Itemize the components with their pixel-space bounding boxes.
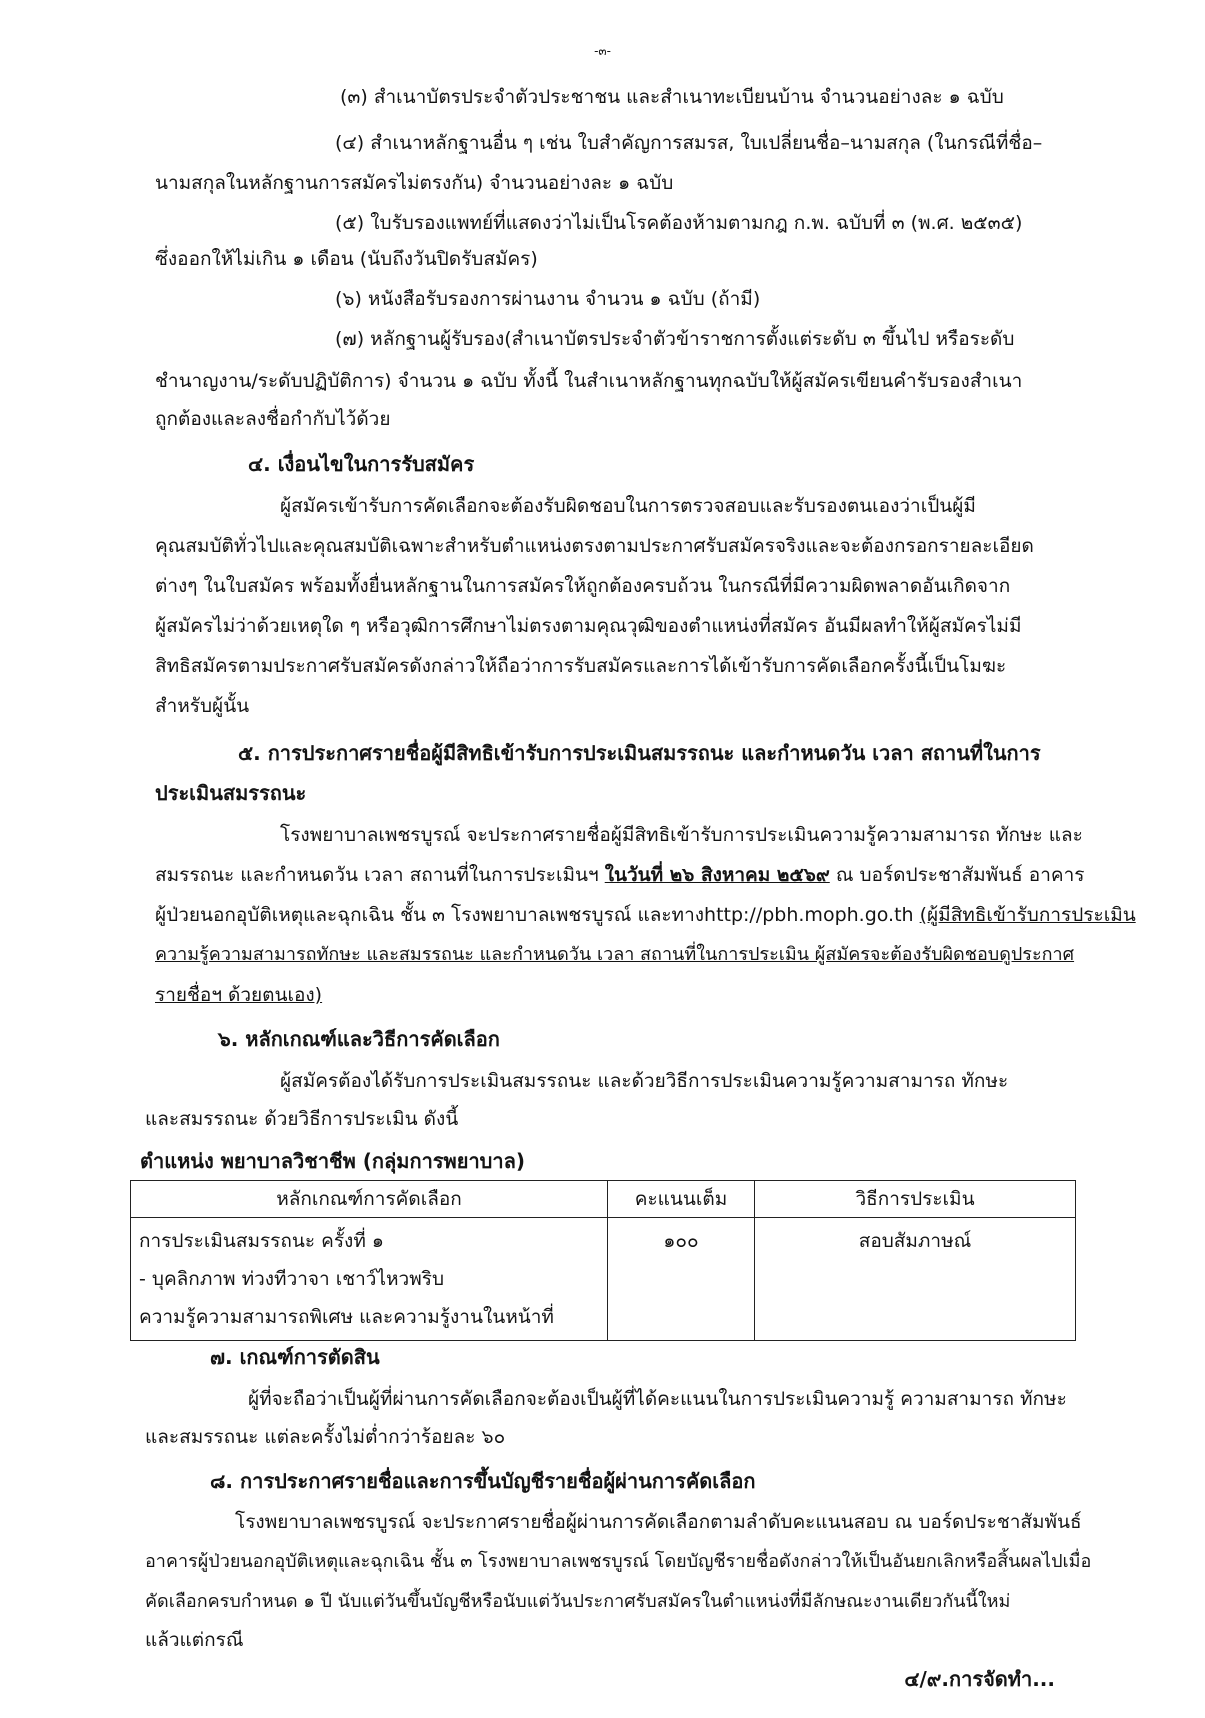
doc-item-5-line-2: ซึ่งออกให้ไม่เกิน ๑ เดือน (นับถึงวันปิดรับสมัคร) xyxy=(155,248,538,270)
section-4-line-1: ผู้สมัครเข้ารับการคัดเลือกจะต้องรับผิดชอบในการตรวจสอบและรับรองตนเองว่าเป็นผู้มี xyxy=(280,495,976,517)
doc-item-6: (๖) หนังสือรับรองการผ่านงาน จำนวน ๑ ฉบับ (ถ้ามี) xyxy=(335,288,761,310)
doc-item-7-line-3: ถูกต้องและลงชื่อกำกับไว้ด้วย xyxy=(155,408,391,430)
doc-item-4-line-2: นามสกุลในหลักฐานการสมัครไม่ตรงกัน) จำนวนอย่างละ ๑ ฉบับ xyxy=(155,172,674,194)
table-header-row xyxy=(131,1181,1076,1218)
section-6-line-2: และสมรรถนะ ด้วยวิธีการประเมิน ดังนี้ xyxy=(145,1108,459,1130)
continuation-footer: ๔/๙.การจัดทำ... xyxy=(904,1667,1055,1691)
section-8-heading: ๘. การประกาศรายชื่อและการขึ้นบัญชีรายชื่อผู้ผ่านการคัดเลือก xyxy=(210,1469,756,1493)
section-5-line-2-text-c: ณ บอร์ดประชาสัมพันธ์ อาคาร xyxy=(829,864,1085,886)
section-5-line-4: ความรู้ความสามารถทักษะ และสมรรถนะ และกำหนดวัน เวลา สถานที่ในการประเมิน ผู้สมัครจะต้องรับผิดชอบดูประกาศ xyxy=(155,944,1075,965)
column-header-full-score: คะแนนเต็ม xyxy=(608,1181,755,1218)
section-4-heading: ๔. เงื่อนไขในการรับสมัคร xyxy=(248,452,475,476)
full-score-cell: ๑๐๐ xyxy=(608,1218,755,1341)
section-7-line-2: และสมรรถนะ แต่ละครั้งไม่ต่ำกว่าร้อยละ ๖๐ xyxy=(145,1426,506,1448)
doc-item-7-line-2: ชำนาญงาน/ระดับปฏิบัติการ) จำนวน ๑ ฉบับ ทั้งนี้ ในสำเนาหลักฐานทุกฉบับให้ผู้สมัครเขียนคำรับรองสำเนา xyxy=(155,370,1023,392)
doc-item-5-line-1: (๕) ใบรับรองแพทย์ที่แสดงว่าไม่เป็นโรคต้องห้ามตามกฎ ก.พ. ฉบับที่ ๓ (พ.ศ. ๒๕๓๕) xyxy=(335,212,1023,234)
section-7-heading: ๗. เกณฑ์การตัดสิน xyxy=(210,1345,380,1369)
doc-item-4-line-1: (๔) สำเนาหลักฐานอื่น ๆ เช่น ใบสำคัญการสมรส, ใบเปลี่ยนชื่อ–นามสกุล (ในกรณีที่ชื่อ– xyxy=(335,132,1043,154)
section-8-line-2: อาคารผู้ป่วยนอกอุบัติเหตุและฉุกเฉิน ชั้น ๓ โรงพยาบาลเพชรบูรณ์ โดยบัญชีรายชื่อดังกล่าวให้เป็นอันยกเลิกหรือสิ้นผลไปเมื่อ xyxy=(145,1551,1092,1572)
section-4-line-4: ผู้สมัครไม่ว่าด้วยเหตุใด ๆ หรือวุฒิการศึกษาไม่ตรงตามคุณวุฒิของตำแหน่งที่สมัคร อันมีผลทำให้ผู้สมัครไม่มี xyxy=(155,615,1022,637)
section-5-line-2 xyxy=(155,856,1084,894)
section-5-line-3-text-a: ผู้ป่วยนอกอุบัติเหตุและฉุกเฉิน ชั้น ๓ โรงพยาบาลเพชรบูรณ์ และทางhttp://pbh.moph.go.th xyxy=(155,904,920,926)
column-header-criteria: หลักเกณฑ์การคัดเลือก xyxy=(131,1181,608,1218)
page-number: -๓- xyxy=(594,44,611,58)
section-4-line-6: สำหรับผู้นั้น xyxy=(155,695,250,717)
section-5-line-3 xyxy=(155,896,1136,934)
column-header-method: วิธีการประเมิน xyxy=(755,1181,1076,1218)
criteria-line-1: การประเมินสมรรถนะ ครั้งที่ ๑ xyxy=(139,1230,384,1252)
section-8-line-4: แล้วแต่กรณี xyxy=(145,1629,244,1651)
section-6-line-1: ผู้สมัครต้องได้รับการประเมินสมรรถนะ และด้วยวิธีการประเมินความรู้ความสามารถ ทักษะ xyxy=(280,1070,1009,1092)
section-8-line-3: คัดเลือกครบกำหนด ๑ ปี นับแต่วันขึ้นบัญชีหรือนับแต่วันประกาศรับสมัครในตำแหน่งที่มีลักษณะงานเดียวกันนี้ใหม่ xyxy=(145,1591,1011,1612)
method-cell: สอบสัมภาษณ์ xyxy=(755,1218,1076,1341)
section-5-line-5: รายชื่อฯ ด้วยตนเอง) xyxy=(155,984,323,1006)
table-row xyxy=(131,1218,1076,1341)
section-7-line-1: ผู้ที่จะถือว่าเป็นผู้ที่ผ่านการคัดเลือกจะต้องเป็นผู้ที่ได้คะแนนในการประเมินความรู้ ความสามารถ ทักษะ xyxy=(248,1388,1067,1410)
section-5-heading-line-2: ประเมินสมรรถนะ xyxy=(155,781,307,805)
section-5-heading-line-1: ๕. การประกาศรายชื่อผู้มีสิทธิเข้ารับการประเมินสมรรถนะ และกำหนดวัน เวลา สถานที่ในการ xyxy=(238,741,1041,765)
doc-item-7-line-1: (๗) หลักฐานผู้รับรอง(สำเนาบัตรประจำตัวข้าราชการตั้งแต่ระดับ ๓ ขึ้นไป หรือระดับ xyxy=(335,328,1015,350)
criteria-line-3: ความรู้ความสามารถพิเศษ และความรู้งานในหน้าที่ xyxy=(139,1306,554,1328)
criteria-cell xyxy=(131,1218,608,1341)
doc-item-3: (๓) สำเนาบัตรประจำตัวประชาชน และสำเนาทะเบียนบ้าน จำนวนอย่างละ ๑ ฉบับ xyxy=(340,86,1004,108)
section-5-line-1: โรงพยาบาลเพชรบูรณ์ จะประกาศรายชื่อผู้มีสิทธิเข้ารับการประเมินความรู้ความสามารถ ทักษะ และ xyxy=(280,824,1083,846)
position-title: ตำแหน่ง พยาบาลวิชาชีพ (กลุ่มการพยาบาล) xyxy=(140,1149,525,1173)
section-8-line-1: โรงพยาบาลเพชรบูรณ์ จะประกาศรายชื่อผู้ผ่านการคัดเลือกตามลำดับคะแนนสอบ ณ บอร์ดประชาสัมพันธ์ xyxy=(235,1511,1082,1533)
section-4-line-3: ต่างๆ ในใบสมัคร พร้อมทั้งยื่นหลักฐานในการสมัครให้ถูกต้องครบถ้วน ในกรณีที่มีความผิดพลาดอันเกิดจาก xyxy=(155,575,1011,597)
criteria-line-2: - บุคลิกภาพ ท่วงทีวาจา เชาว์ไหวพริบ xyxy=(139,1268,445,1290)
selection-criteria-table xyxy=(130,1180,1076,1341)
section-6-heading: ๖. หลักเกณฑ์และวิธีการคัดเลือก xyxy=(218,1027,500,1051)
announcement-date: ในวันที่ ๒๖ สิงหาคม ๒๕๖๙ xyxy=(604,864,830,886)
section-5-line-2-text-a: สมรรถนะ และกำหนดวัน เวลา สถานที่ในการประเมินฯ xyxy=(155,864,605,886)
section-4-line-5: สิทธิสมัครตามประกาศรับสมัครดังกล่าวให้ถือว่าการรับสมัครและการได้เข้ารับการคัดเลือกครั้งนี้เป็นโมฆะ xyxy=(155,655,1007,677)
section-5-line-3-text-b: (ผู้มีสิทธิเข้ารับการประเมิน xyxy=(919,904,1136,926)
section-4-line-2: คุณสมบัติทั่วไปและคุณสมบัติเฉพาะสำหรับตำแหน่งตรงตามประกาศรับสมัครจริงและจะต้องกรอกรายละเอียด xyxy=(155,535,1034,557)
